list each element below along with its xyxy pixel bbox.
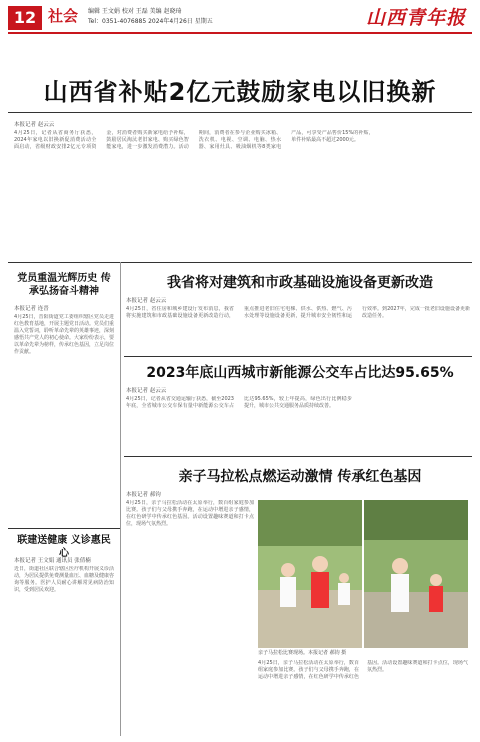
party-byline: 本报记者 连晋 <box>14 306 49 312</box>
column-rule <box>120 262 121 736</box>
cities-byline: 本报记者 赵云云 <box>126 298 167 304</box>
masthead-logo: 山西青年报 <box>365 7 466 29</box>
cities-body: 4月25日，省住房和城乡建设厅发布消息，我省将实施建筑和市政基础设施设备更新改造行动，重点推进老旧住宅电梯、供水、供热、燃气、污水处理等设施设备更新，提升城市安全韧性和运行效率。到2027年，完成一批老旧设施设备更新改造任务。 <box>126 306 470 319</box>
lead-byline: 本报记者 赵云云 <box>14 122 55 128</box>
section-divider <box>8 262 472 263</box>
party-headline: 党员重温光辉历史 传承弘扬奋斗精神 <box>17 273 111 297</box>
bus-headline: 2023年底山西城市新能源公交车占比达95.65% <box>146 365 454 381</box>
cities-divider <box>124 356 472 357</box>
lead-headline: 山西省补贴2亿元鼓励家电以旧换新 <box>43 78 437 106</box>
photo-caption: 亲子马拉松比赛现场。本报记者 郝钧 摄 <box>258 650 347 656</box>
lead-body: 4月25日，记者从省商务厅获悉，2024年家电以旧换新促消费活动全面启动，省级财政安排2亿元专项资金，对消费者购买新家电给予补贴，鼓励居民淘汰老旧家电、购买绿色智能家电，进一步激发消费潜力。活动期间，消费者在参与企业购买冰箱、洗衣机、电视、空调、电脑、热水器、家用灶具、吸油烟机等8类家电产品，可享受产品售价15%的补贴，单件补贴最高不超过2000元。 <box>14 130 374 150</box>
marathon-photo-left <box>258 500 362 648</box>
page-header <box>0 0 480 38</box>
health-byline: 本报记者 王文娟 通讯员 张倩楠 <box>14 558 91 564</box>
contact-date: Tel：0351-4076885 2024年4月26日 星期五 <box>88 18 213 25</box>
run-byline: 本报记者 郝钧 <box>126 492 161 498</box>
health-body: 近日，街道社区联合辖区医疗机构开展义诊活动，为居民提供免费测量血压、血糖及健康咨询等服务。医护人员耐心讲解常见病防治知识，受到居民欢迎。 <box>14 566 114 593</box>
marathon-photo-right <box>364 500 468 648</box>
run-body: 4月25日，亲子马拉松活动在太原举行，数百组家庭参加比赛。孩子们与父母携手奔跑，在运动中增进亲子感情，在红色研学中传承红色基因。活动设置趣味赛道和打卡点位，现场气氛热烈。 <box>126 500 254 527</box>
bus-body: 4月25日，记者从省交通运输厅获悉，截至2023年底，全省城市公交车保有量中新能源公交车占比达95.65%，较上年提高，绿色出行比例稳步提升，城市公共交通服务品质持续改善。 <box>126 396 352 409</box>
editor-credits: 编辑 王文娟 校对 王磊 美编 赵晓琦 <box>88 8 182 15</box>
bus-divider <box>124 456 472 457</box>
health-headline: 联建送健康 义诊惠民心 <box>17 535 111 559</box>
left-divider <box>8 528 120 529</box>
run-body-continued: 4月25日，亲子马拉松活动在太原举行，数百组家庭参加比赛。孩子们与父母携手奔跑，在运动中增进亲子感情，在红色研学中传承红色基因。活动设置趣味赛道和打卡点位，现场气氛热烈。 <box>258 660 468 680</box>
run-headline: 亲子马拉松点燃运动激情 传承红色基因 <box>178 469 422 485</box>
bus-byline: 本报记者 赵云云 <box>126 388 167 394</box>
page-number: 12 <box>8 6 42 30</box>
section-name: 社会 <box>48 7 79 25</box>
party-body: 4月25日，晋阳街道党工委组织辖区党员走进红色教育基地，开展主题党日活动。党员们重温入党誓词，聆听革命先辈的英雄事迹，深刻感悟共产党人的初心使命。大家纷纷表示，要以革命先辈为榜样，传承红色基因，立足岗位作贡献。 <box>14 314 114 355</box>
header-rule <box>8 32 472 34</box>
cities-headline: 我省将对建筑和市政基础设施设备更新改造 <box>167 275 433 291</box>
headline-divider <box>8 112 472 113</box>
